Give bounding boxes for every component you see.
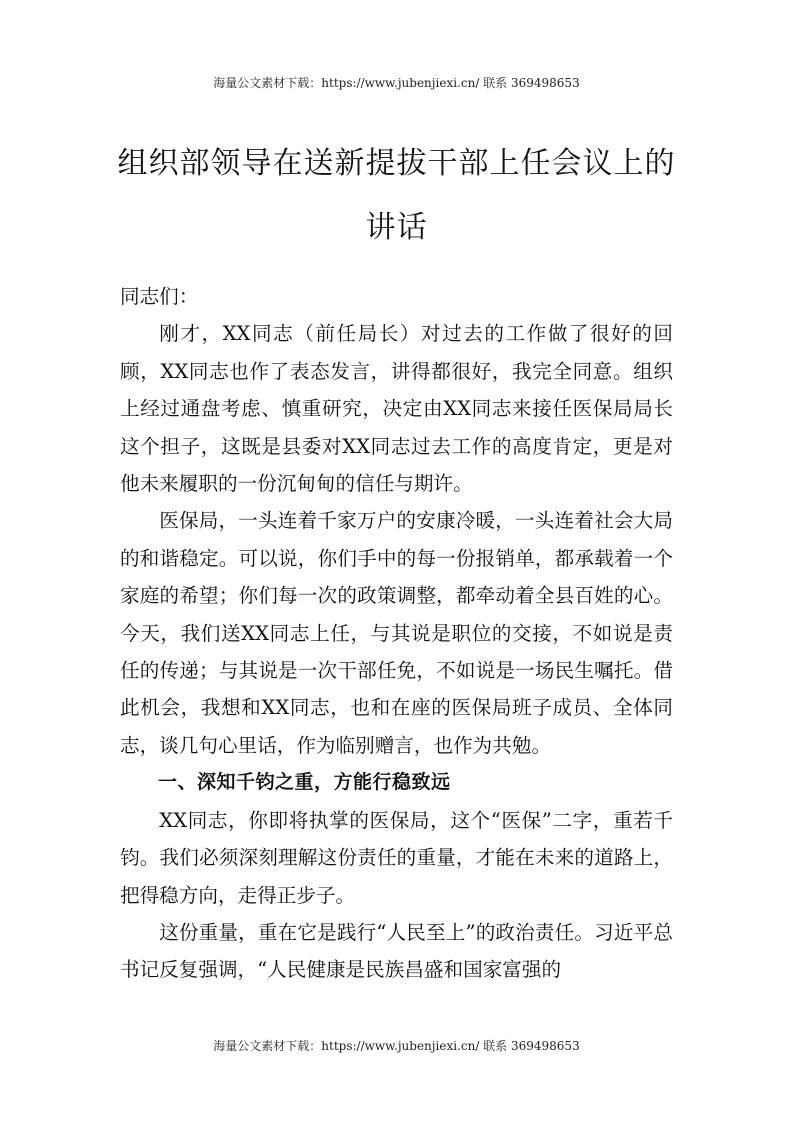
paragraph-1: 刚才，XX同志（前任局长）对过去的工作做了很好的回顾，XX同志也作了表态发言，讲得都很好，我完全同意。组织上经过通盘考虑、慎重研究，决定由XX同志来接任医保局局长这个担子，这既是县委对XX同志过去工作的高度肯定，更是对他未来履职的一份沉甸甸的信任与期许。 bbox=[120, 322, 673, 496]
paragraph-2: 医保局，一头连着千家万户的安康冷暖，一头连着社会大局的和谐稳定。可以说，你们手中的每一份报销单，都承载着一个家庭的希望；你们每一次的政策调整，都牵动着全县百姓的心。今天，我们送XX同志上任，与其说是职位的交接，不如说是责任的传递；与其说是一次干部任免，不如说是一场民生嘱托。借此机会，我想和XX同志，也和在座的医保局班子成员、全体同志，谈几句心里话，作为临别赠言，也作为共勉。 bbox=[120, 509, 673, 757]
salutation: 同志们： bbox=[120, 285, 199, 308]
paragraph-3: XX同志，你即将执掌的医保局，这个“医保”二字，重若千钧。我们必须深刻理解这份责任的重量，才能在未来的道路上，把得稳方向，走得正步子。 bbox=[120, 808, 673, 907]
paragraph-4: 这份重量，重在它是践行“人民至上”的政治责任。习近平总书记反复强调，“人民健康是民族昌盛和国家富强的 bbox=[120, 920, 673, 982]
header-note: 海量公文素材下载：https://www.jubenjiexi.cn/ 联系 369498653 bbox=[213, 76, 580, 90]
document-body bbox=[120, 278, 673, 989]
footer-note: 海量公文素材下载：https://www.jubenjiexi.cn/ 联系 369498653 bbox=[213, 1039, 580, 1053]
section-heading-1: 一、深知千钧之重，方能行稳致远 bbox=[158, 771, 451, 794]
document-title: 组织部领导在送新提拔干部上任会议上的讲话 bbox=[117, 146, 676, 245]
